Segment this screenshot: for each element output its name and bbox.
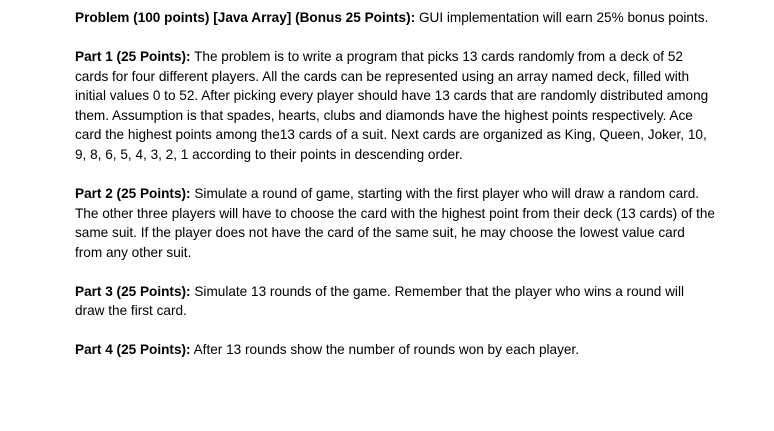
part-1-paragraph [75, 47, 715, 165]
part-3-text: Simulate 13 rounds of the game. Remember that the player who wins a round will draw the first card. [75, 283, 684, 319]
problem-paragraph [75, 8, 715, 28]
problem-text: GUI implementation will earn 25% bonus points. [415, 10, 709, 25]
document-body [75, 8, 715, 379]
problem-label: Problem (100 points) [Java Array] (Bonus 25 Points): [75, 10, 416, 25]
part-4-text: After 13 rounds show the number of rounds won by each player. [190, 342, 579, 358]
part-1-text: The problem is to write a program that picks 13 cards randomly from a deck of 52 cards for four different players. All the cards can be represented using an array named deck, filled with initial values 0 to 52. After picking every player should have 13 cards that are randomly distributed among them. Assumption is that spades, hearts, clubs and diamonds have the highest points respectively. Ace card the highest points among the13 cards of a suit. Next cards are organized as King, Queen, Joker, 10, 9, 8, 6, 5, 4, 3, 2, 1 according to their points in descending order. [75, 48, 709, 162]
part-2-text: Simulate a round of game, starting with the first player who will draw a random card. The other three players will have to choose the card with the highest point from their deck (13 cards) of the same suit. If the player does not have the card of the same suit, he may choose the lowest value card from any other suit. [75, 185, 715, 260]
part-2-paragraph [75, 184, 715, 262]
part-2-label: Part 2 (25 Points): [75, 185, 191, 201]
part-3-label: Part 3 (25 Points): [75, 283, 191, 299]
part-1-label: Part 1 (25 Points): [75, 48, 191, 64]
part-4-paragraph [75, 340, 715, 360]
part-3-paragraph [75, 282, 715, 321]
part-4-label: Part 4 (25 Points): [75, 342, 191, 358]
